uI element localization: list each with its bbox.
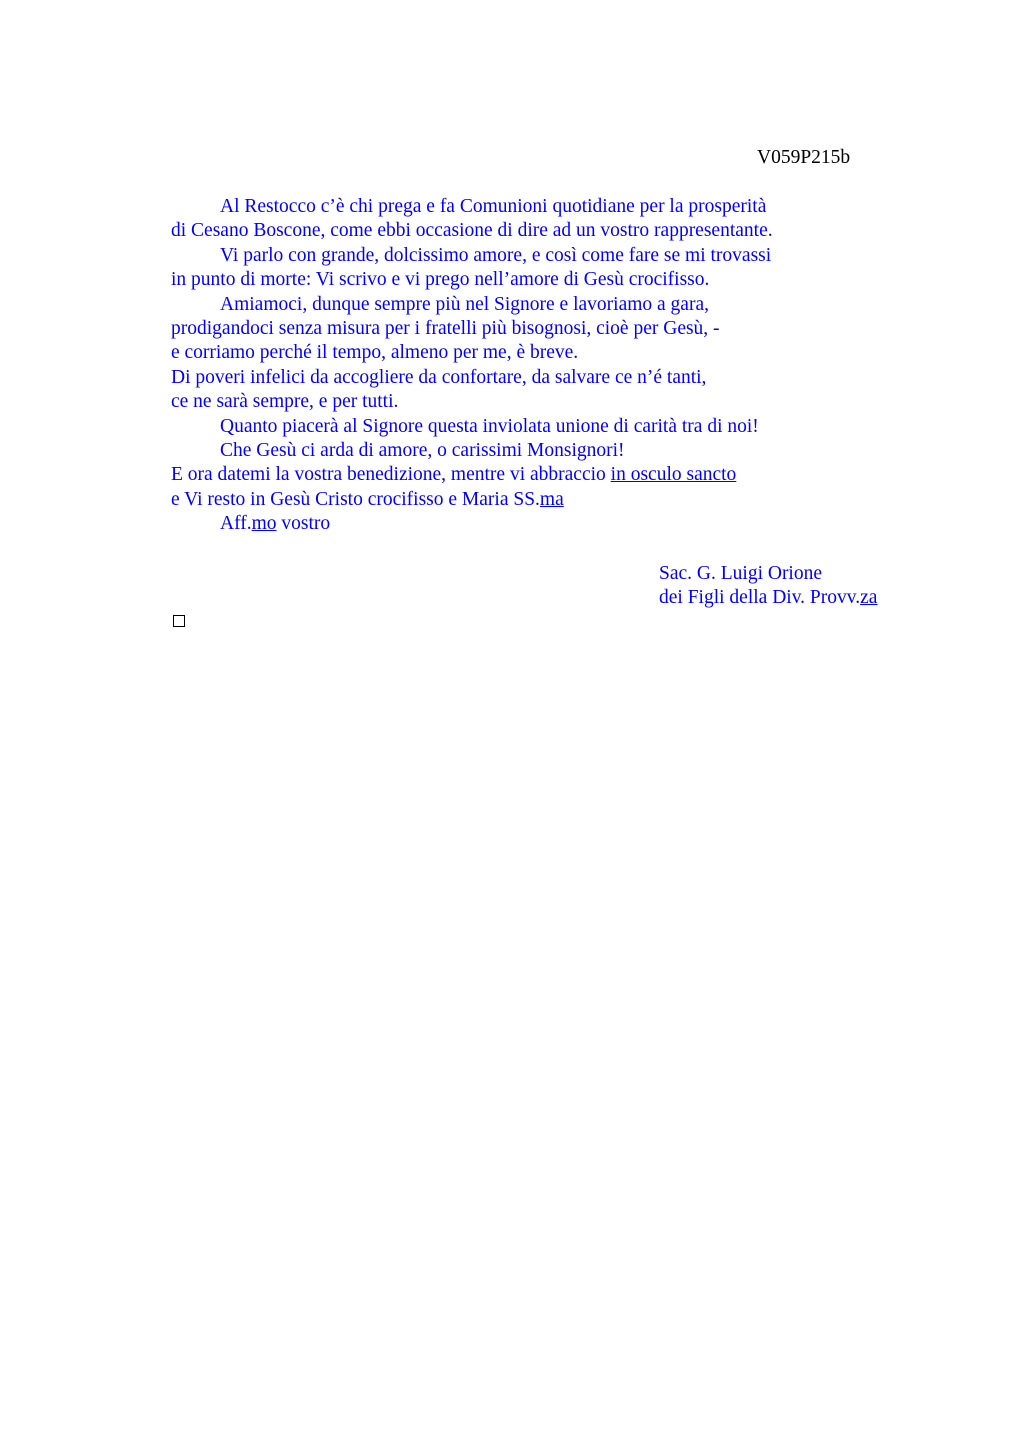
text-line: Amiamoci, dunque sempre più nel Signore e lavoriamo a gara, [220,293,709,315]
line-text: vostro [276,513,331,535]
signature-title-text: dei Figli della Div. Provv. [659,587,861,609]
abbreviation-suffix: ma [539,488,564,510]
text-line [171,488,891,512]
line-text: Aff. [220,513,252,535]
closing-line [171,512,891,536]
signature-name: Sac. G. Luigi Orione [659,563,823,584]
abbreviation-suffix: za [860,587,878,609]
signature-title [659,586,877,610]
letter-body [171,195,891,536]
text-line: prodigandoci senza misura per i fratelli più bisognosi, cioè per Gesù, - [171,317,720,339]
abbreviation-suffix: mo [251,513,277,535]
page-id: V059P215b [757,147,851,168]
line-text: E ora datemi la vostra benedizione, mentre vi abbraccio [171,464,611,486]
signature [659,562,877,611]
checkbox-icon [173,615,185,627]
text-line: di Cesano Boscone, come ebbi occasione di dire ad un vostro rappresentante. [171,220,773,242]
text-line: in punto di morte: Vi scrivo e vi prego nell’amore di Gesù crocifisso. [171,269,710,291]
text-line: Di poveri infelici da accogliere da confortare, da salvare ce n’é tanti, [171,366,707,388]
text-line: ce ne sarà sempre, e per tutti. [171,391,399,413]
line-text: e Vi resto in Gesù Cristo crocifisso e Maria SS. [171,488,540,510]
text-line [171,463,891,487]
latin-phrase: in osculo sancto [610,464,737,486]
text-line: Quanto piacerà al Signore questa inviolata unione di carità tra di noi! [220,415,759,437]
text-line: Che Gesù ci arda di amore, o carissimi Monsignori! [220,439,625,461]
text-line: Vi parlo con grande, dolcissimo amore, e così come fare se mi trovassi [220,244,772,266]
text-line: Al Restocco c’è chi prega e fa Comunioni quotidiane per la prosperità [220,196,767,217]
text-line: e corriamo perché il tempo, almeno per me, è breve. [171,342,579,364]
